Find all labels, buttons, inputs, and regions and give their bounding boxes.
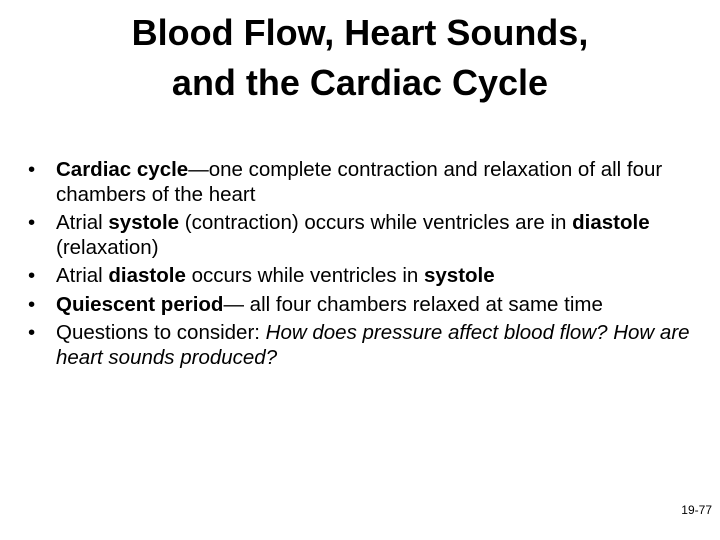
bullet-item-cardiac-cycle (28, 158, 700, 207)
term-systole: systole (424, 264, 495, 287)
questions-italic: How does pressure affect blood flow? How are heart sounds produced? (56, 321, 690, 369)
slide-title-line-2: and the Cardiac Cycle (171, 62, 549, 103)
bullet-item-quiescent-period (28, 293, 700, 318)
bullet-icon: • (28, 264, 36, 287)
term-diastole: diastole (572, 211, 650, 234)
term-quiescent-period: Quiescent period (56, 292, 224, 316)
bullet-list (28, 158, 700, 374)
term-cardiac-cycle: Cardiac cycle (56, 158, 189, 181)
bullet-icon: • (28, 321, 36, 344)
bullet-text: occurs while ventricles in (185, 264, 424, 287)
bullet-text: — all four chambers relaxed at same time (223, 292, 603, 316)
slide-title-line-1: Blood Flow, Heart Sounds, (131, 12, 589, 53)
bullet-text: Atrial (56, 211, 109, 234)
bullet-item-atrial-diastole (28, 264, 700, 289)
bullet-text: (relaxation) (56, 235, 159, 259)
term-diastole: diastole (108, 264, 186, 287)
bullet-icon: • (28, 158, 36, 181)
slide-title (40, 8, 680, 108)
bullet-icon: • (28, 211, 36, 234)
bullet-icon: • (28, 292, 36, 316)
term-systole: systole (108, 211, 180, 234)
bullet-text: Atrial (56, 264, 109, 287)
bullet-item-questions (28, 321, 700, 370)
page-number: 19-77 (681, 503, 712, 517)
bullet-text: (contraction) occurs while ventricles are in (179, 211, 573, 234)
bullet-text: —one complete contraction and relaxation of all four chambers of the heart (56, 158, 663, 206)
bullet-item-atrial-systole (28, 211, 700, 260)
bullet-text: Questions to consider: (56, 321, 266, 344)
